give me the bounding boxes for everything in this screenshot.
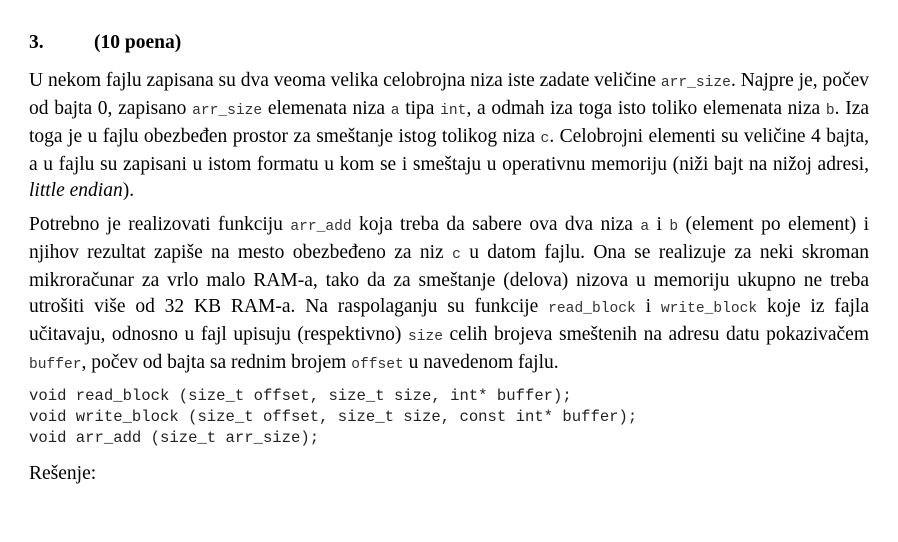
text-segment: u datom fajlu. Ona se realizuje za neki skroman mikroračunar za vrlo malo RAM-a, tako da za smeštanje (delova) nizova u memoriju ukupno ne treba utrošiti više od 32 KB RAM-a. Na raspolaganju su funkcije	[29, 242, 869, 317]
task-number: 3.	[29, 32, 44, 53]
code-offset: offset	[351, 357, 404, 373]
text-segment: koja treba da sabere ova dva niza	[351, 214, 641, 235]
text-segment: , a odmah iza toga isto toliko elemenata niza	[466, 98, 826, 119]
text-segment: . Najpre je, počev od bajta 0, zapisano	[29, 70, 869, 119]
code-c: c	[540, 131, 550, 147]
text-segment: U nekom fajlu zapisana su dva veoma velika celobrojna niza iste zadate veličine	[29, 70, 661, 91]
text-segment: tipa	[399, 98, 441, 119]
code-arr-add: arr_add	[290, 219, 352, 235]
text-segment: i	[635, 296, 661, 317]
code-a: a	[390, 103, 400, 119]
problem-paragraph-1	[29, 68, 869, 204]
text-segment: . Celobrojni elementi su veličine 4 bajta, a u fajlu su zapisani u istom formatu u kom se i smeštaju u operativnu memoriju (niži bajt na nižoj adresi,	[29, 126, 870, 175]
read-block-declaration: void read_block (size_t offset, size_t size, int* buffer);	[29, 387, 572, 405]
function-declarations	[29, 386, 869, 449]
code-c: c	[452, 247, 461, 263]
write-block-declaration: void write_block (size_t offset, size_t size, const int* buffer);	[29, 408, 638, 426]
code-buffer: buffer	[29, 357, 82, 373]
code-b: b	[825, 103, 835, 119]
code-read-block: read_block	[548, 301, 636, 317]
text-segment: . Iza toga je u fajlu obezbeđen prostor za smeštanje istog tolikog niza	[29, 98, 870, 147]
code-arr-size: arr_size	[660, 75, 731, 91]
text-segment: koje iz fajla učitavaju, odnosno u fajl upisuju (respektivno)	[29, 296, 869, 345]
code-int: int	[440, 103, 467, 119]
text-segment: elemenata niza	[262, 98, 391, 119]
text-segment: u navedenom fajlu.	[403, 352, 559, 373]
code-a: a	[640, 219, 650, 235]
text-segment: celih brojeva smeštenih na adresu datu pokazivačem	[442, 324, 869, 345]
problem-paragraph-2	[29, 212, 869, 378]
code-arr-size: arr_size	[192, 103, 263, 119]
text-segment: , počev od bajta sa rednim brojem	[81, 352, 352, 373]
arr-add-declaration: void arr_add (size_t arr_size);	[29, 429, 320, 447]
text-segment: ).	[122, 180, 135, 201]
code-size: size	[407, 329, 443, 345]
task-points: (10 poena)	[94, 32, 182, 53]
text-segment: i	[649, 214, 670, 235]
italic-little-endian: little endian	[29, 180, 123, 201]
solution-label: Rešenje:	[29, 463, 97, 484]
text-segment: Potrebno je realizovati funkciju	[29, 214, 291, 235]
exam-page	[29, 30, 869, 487]
code-write-block: write_block	[660, 301, 758, 317]
task-heading	[29, 30, 869, 56]
text-segment: (element po element) i njihov rezultat zapiše na mesto obezbeđeno za niz	[29, 214, 869, 263]
code-b: b	[669, 219, 679, 235]
